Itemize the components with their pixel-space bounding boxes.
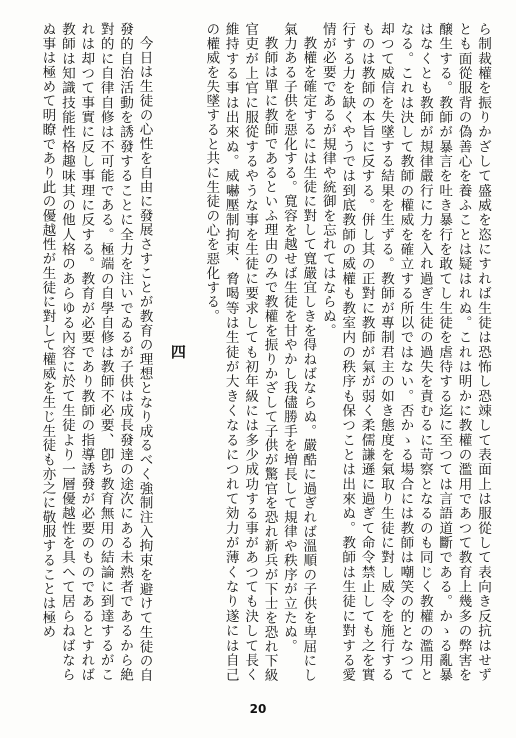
paragraph: 教師は單に教師であるといふ理由のみで教權を振りかざして子供が驚官を恐れ新兵が下士を恐れ下級官吏が上官に服從するやうな事を生徒に要求しても初年級には多少成功する事があつても決して長く維持する事は出來ぬ。威嚇壓制拘束、脅喝等は生徒が大きくなるにつれて効力が薄くなり遂には自己の權威を失墜すると共に生徒の心を惡化する。: [203, 22, 278, 682]
paragraph: 教權を確定するには生徒に對して寬嚴宜しきを得ねばならぬ。嚴酷に過ぎれば溫順の子供を卑屈にし氣力ある子供を惡化する。寬容を越せば生徒を甘やかし我儘勝手を増長して規律や秩序が立たぬ。: [280, 22, 317, 682]
section-heading: 四: [168, 344, 187, 360]
paragraph: 今日は生徒の心性を自由に發展さすことが教育の理想となり成るべく強制注入拘束を避けて生徒の自發的自治活動を誘發することに全力を注いでゐるが子供は成長發達の途次にある未熟者であるから絶對的に自律自修は不可能である。極端の自學自修は教師不必要、卽ち教育無用の結論に到達するがこれは却つて事實に反し事理に反する。教育が必要であり教師の指導誘發が必要のものであるとすれば教師は知識技能性格趣味其の他人格のあらゆる內容に於て生徒より一層優越性を具へて居らねばならぬ事は極めて明瞭であり此の優越性が生徒に對して權威を生じ生徒も亦之に敬服することは極め: [39, 22, 153, 682]
page-number: 20: [249, 702, 267, 716]
vertical-text-body: [30, 22, 492, 682]
paragraph-continued: ら制裁權を振りかざして盛威を恣にすれば生徒は恐怖し恐竦して表面上は服從して表向き反抗はせずとも面從服背の偽善心を養ふことは疑はれぬ。これは明かに教權の濫用であつて教育上幾多の弊害を醸生する。教師が暴言を吐き暴行を敢てし生徒を虐待する迄に至つては言語道斷である。かゝる亂暴はなくとも教師が規律嚴行に力を入れ過ぎ生徒の過失を責むるに苛察となるのも同じく教權の濫用となる。これは決して教師の權威を確立する所以ではない。否かゝる場合には教師は嘲笑の的となつて却つて威信を失墜する結果を生ずる。教師が專制君主の如き態度を氣取り生徒に對し威令を施行するものは教師の本旨に反する。併し其の正對に教師が氣が弱く柔儒謙遜に過ぎて命令禁止しても之を實行する力を缺くやうでは到底教師の威權も教室内の秩序も保つことは出來ぬ。教師は生徒に對する愛情が必要であるが規律や統御を忘れてはならぬ。: [319, 22, 491, 682]
